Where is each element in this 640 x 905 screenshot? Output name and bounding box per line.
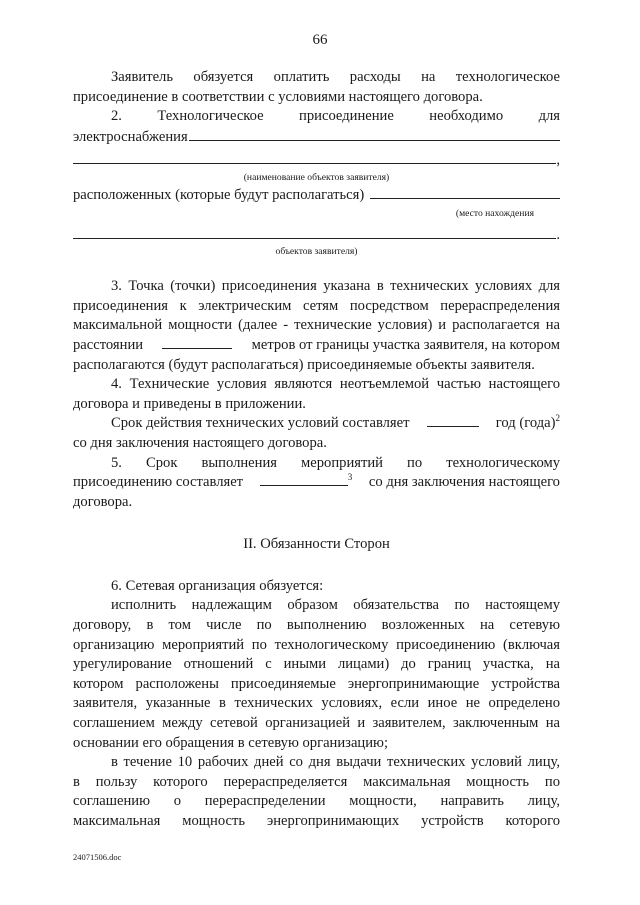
paragraph-line: договору, в том числе по выполнению возложенных на сетевую — [73, 617, 560, 634]
paragraph-line — [73, 414, 560, 434]
field-label: расположенных (которые будут располагаться) — [73, 186, 365, 203]
blank-field[interactable] — [73, 150, 556, 164]
paragraph-line: 3. Точка (точки) присоединения указана в технических условиях для — [111, 278, 560, 295]
text-segment: метров от границы участка заявителя, на котором — [251, 336, 560, 353]
field-label: электроснабжения — [73, 128, 188, 145]
blank-field[interactable] — [189, 127, 560, 141]
paragraph-line: договора. — [73, 493, 133, 510]
paragraph-line: соглашению о перераспределении мощности, направить лицу, — [73, 793, 560, 810]
paragraph-line: в пользу которого перераспределяется максимальная мощность по — [73, 773, 560, 790]
paragraph-line: заявителя, указанные в технических условиях, если иное не определено — [73, 695, 560, 712]
paragraph-line: Заявитель обязуется оплатить расходы на технологическое — [111, 69, 560, 85]
blank-field[interactable] — [162, 336, 232, 349]
paragraph-line: 5. Срок выполнения мероприятий по технологическому — [111, 454, 560, 471]
paragraph-line: 2. Технологическое присоединение необходимо для — [111, 108, 560, 125]
paragraph-line: присоединения к электрическим сетям посредством перераспределения — [73, 297, 560, 314]
form-line-location-cont — [73, 225, 560, 246]
paragraph-line — [73, 336, 560, 356]
paragraph-line: организацию мероприятий по технологическому присоединению (включая — [73, 636, 560, 653]
paragraph-line: присоединение в соответствии с условиями настоящего договора. — [73, 88, 483, 105]
comma: , — [556, 152, 560, 169]
field-caption: (наименование объектов заявителя) — [243, 171, 390, 183]
paragraph-line: максимальной мощности (далее - технические условия) и располагается на — [73, 317, 560, 334]
footnote-mark: 3 — [347, 472, 353, 483]
blank-field[interactable] — [260, 473, 348, 486]
section-heading: II. Обязанности Сторон — [243, 536, 390, 553]
paragraph-line: договора и приведены в приложении. — [73, 395, 306, 412]
form-line-electro — [73, 127, 560, 148]
file-name-footer: 24071506.doc — [73, 852, 122, 862]
text-segment: со дня заключения настоящего — [368, 474, 560, 491]
paragraph-line — [73, 473, 560, 493]
text-segment: присоединению составляет — [73, 474, 244, 491]
paragraph-line: котором расположены присоединяемые энергопринимающие устройства — [73, 675, 560, 692]
field-caption: объектов заявителя) — [275, 246, 358, 258]
blank-field[interactable] — [73, 225, 556, 239]
field-caption: (место нахождения — [455, 207, 534, 219]
text-segment: Срок действия технических условий составляет — [111, 415, 410, 432]
paragraph-line: 4. Технические условия являются неотъемлемой частью настоящего — [111, 376, 560, 393]
form-line-objects — [73, 150, 560, 171]
footnote-mark: 2 — [555, 413, 560, 424]
paragraph-line: исполнить надлежащим образом обязательства по настоящему — [111, 597, 560, 614]
paragraph-line: располагаются (будут располагаться) присоединяемые объекты заявителя. — [73, 356, 535, 373]
text-segment: расстоянии — [73, 336, 144, 353]
paragraph-line: максимальная мощность энергопринимающих устройств которого — [73, 813, 560, 829]
text-segment: год (года) — [495, 415, 556, 432]
paragraph-line: соглашением между сетевой организацией и заявителем, заключенным на — [73, 715, 560, 732]
document-body — [73, 68, 560, 832]
paragraph-line: урегулирование отношений с иными лицами) до границ участка, на — [73, 656, 560, 673]
period: . — [556, 226, 560, 243]
blank-field[interactable] — [370, 185, 560, 199]
blank-field[interactable] — [427, 414, 479, 427]
paragraph-line: со дня заключения настоящего договора. — [73, 434, 327, 451]
paragraph-line: основании его обращения в сетевую организацию; — [73, 734, 388, 751]
paragraph-line: 6. Сетевая организация обязуется: — [111, 577, 324, 594]
form-line-location — [73, 185, 560, 206]
page-number: 66 — [312, 32, 328, 48]
paragraph-line: в течение 10 рабочих дней со дня выдачи технических условий лицу, — [111, 754, 560, 771]
